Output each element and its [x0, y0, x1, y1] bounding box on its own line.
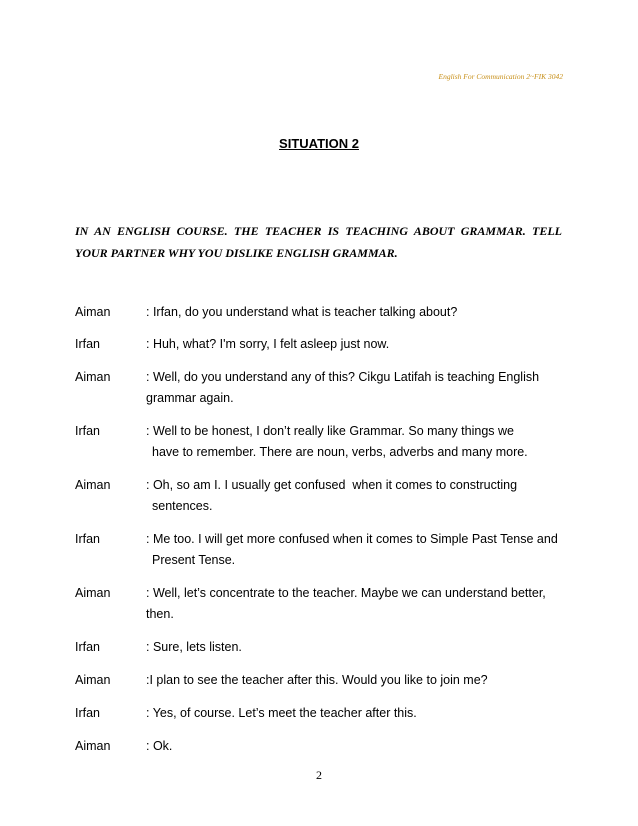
dialogue-line: : Ok.	[146, 739, 173, 753]
dialogue-text	[146, 475, 570, 517]
dialogue-line: :I plan to see the teacher after this. Would you like to join me?	[146, 673, 488, 687]
dialogue-line: : Well, let’s concentrate to the teacher. Maybe we can understand better,	[146, 586, 546, 600]
speaker-name: Aiman	[75, 673, 111, 687]
dialogue-row	[75, 302, 570, 323]
speaker-name: Irfan	[75, 706, 101, 720]
dialogue-row	[75, 736, 570, 757]
speaker-name: Irfan	[75, 532, 101, 546]
speaker-name: Irfan	[75, 424, 101, 438]
dialogue-text	[146, 703, 570, 724]
dialogue-text	[146, 529, 570, 571]
dialogue-row	[75, 637, 570, 658]
speaker-name: Aiman	[75, 586, 111, 600]
speaker-name: Irfan	[75, 337, 101, 351]
dialogue-line: grammar again.	[146, 391, 234, 405]
dialogue-line: : Irfan, do you understand what is teacher talking about?	[146, 305, 458, 319]
dialogue-row	[75, 670, 570, 691]
dialogue-line: : Well, do you understand any of this? Cikgu Latifah is teaching English	[146, 370, 540, 384]
dialogue-row	[75, 529, 570, 571]
dialogue-text	[146, 302, 570, 323]
dialogue-line: have to remember. There are noun, verbs, adverbs and many more.	[152, 445, 528, 459]
running-header: English For Communication 2~FIK 3042	[438, 72, 563, 81]
dialogue-line: Present Tense.	[152, 553, 236, 567]
page-title-text: SITUATION 2	[279, 136, 359, 151]
dialogue-line: : Well to be honest, I don’t really like Grammar. So many things we	[146, 424, 514, 438]
speaker-name: Aiman	[75, 478, 111, 492]
dialogue-line: : Huh, what? I'm sorry, I felt asleep just now.	[146, 337, 390, 351]
dialogue-row	[75, 475, 570, 517]
dialogue-row	[75, 367, 570, 409]
speaker-name: Irfan	[75, 640, 101, 654]
dialogue-text	[146, 637, 570, 658]
page-number: 2	[316, 768, 322, 782]
speaker-name: Aiman	[75, 739, 111, 753]
dialogue-line: : Oh, so am I. I usually get confused when it comes to constructing	[146, 478, 518, 492]
situation-instruction: IN AN ENGLISH COURSE. THE TEACHER IS TEACHING ABOUT GRAMMAR. TELL YOUR PARTNER WHY YOU DISLIKE ENGLISH GRAMMAR.	[75, 224, 562, 260]
dialogue-line: then.	[146, 607, 174, 621]
dialogue-row	[75, 334, 570, 355]
dialogue-line: : Yes, of course. Let’s meet the teacher after this.	[146, 706, 417, 720]
dialogue	[75, 302, 570, 757]
dialogue-line: sentences.	[152, 499, 213, 513]
dialogue-row	[75, 583, 570, 625]
dialogue-text	[146, 367, 570, 409]
page-title	[0, 136, 638, 151]
dialogue-line: : Sure, lets listen.	[146, 640, 242, 654]
dialogue-text	[146, 334, 570, 355]
speaker-name: Aiman	[75, 370, 111, 384]
dialogue-text	[146, 421, 570, 463]
speaker-name: Aiman	[75, 305, 111, 319]
dialogue-line: : Me too. I will get more confused when it comes to Simple Past Tense and	[146, 532, 558, 546]
dialogue-row	[75, 421, 570, 463]
dialogue-text	[146, 583, 570, 625]
dialogue-text	[146, 670, 570, 691]
dialogue-text	[146, 736, 570, 757]
dialogue-row	[75, 703, 570, 724]
